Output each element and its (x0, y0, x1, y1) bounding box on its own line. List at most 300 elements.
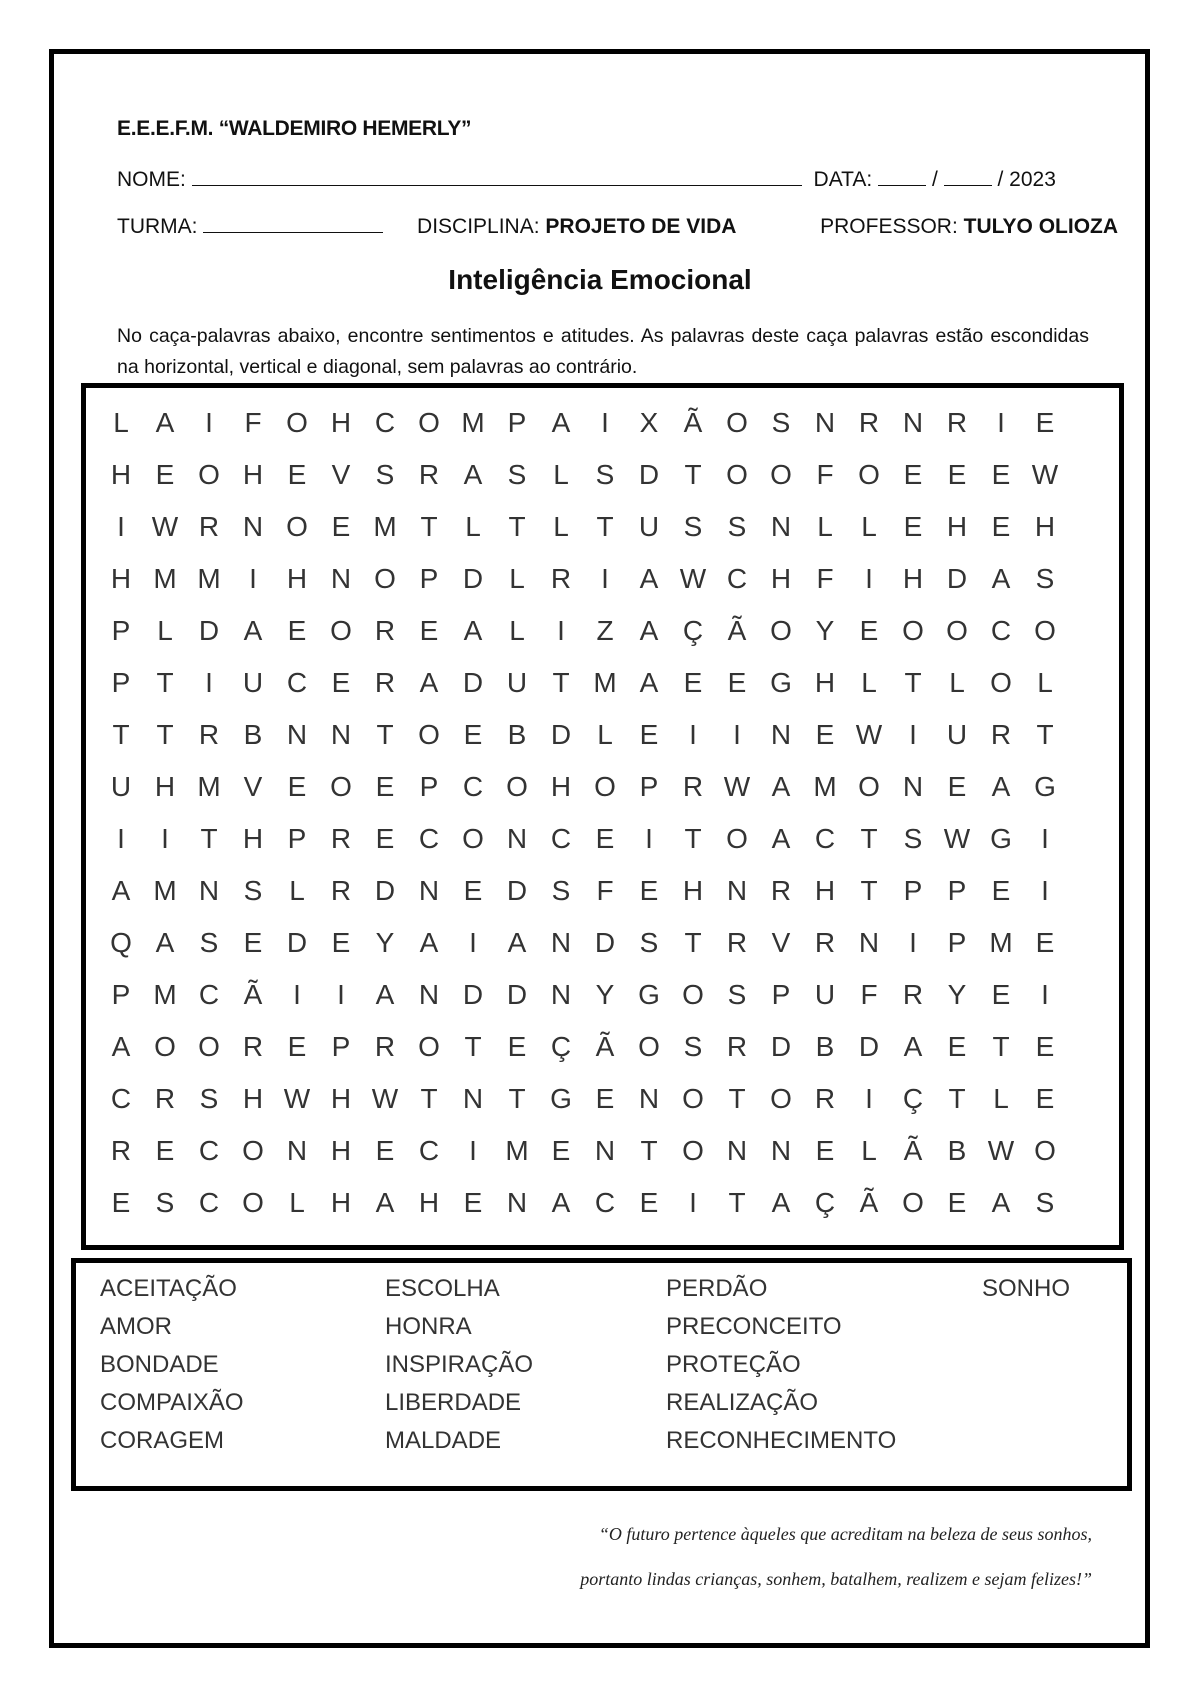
grid-letter[interactable]: H (330, 1083, 352, 1114)
grid-letter[interactable]: R (374, 667, 396, 698)
grid-letter[interactable]: P (903, 875, 923, 906)
grid-letter[interactable]: I (293, 979, 301, 1010)
grid-letter[interactable]: T (684, 823, 702, 854)
grid-letter[interactable]: G (770, 667, 792, 698)
grid-letter[interactable]: N (330, 719, 352, 750)
grid-letter[interactable]: I (337, 979, 345, 1010)
grid-letter[interactable]: N (770, 719, 792, 750)
grid-letter[interactable]: A (991, 771, 1011, 802)
grid-letter[interactable]: Y (815, 615, 835, 646)
grid-letter[interactable]: L (113, 407, 129, 438)
grid-letter[interactable]: E (419, 615, 439, 646)
grid-letter[interactable]: O (594, 771, 616, 802)
grid-letter[interactable]: S (551, 875, 571, 906)
grid-letter[interactable]: E (463, 719, 483, 750)
grid-letter[interactable]: T (860, 875, 878, 906)
grid-letter[interactable]: M (153, 875, 177, 906)
grid-letter[interactable]: M (593, 667, 617, 698)
grid-letter[interactable]: C (594, 1187, 616, 1218)
grid-letter[interactable]: C (990, 615, 1012, 646)
grid-letter[interactable]: D (550, 719, 572, 750)
grid-letter[interactable]: P (947, 875, 967, 906)
grid-letter[interactable]: E (815, 719, 835, 750)
grid-letter[interactable]: O (154, 1031, 176, 1062)
grid-letter[interactable]: O (726, 407, 748, 438)
grid-letter[interactable]: A (639, 563, 659, 594)
grid-letter[interactable]: X (639, 407, 659, 438)
grid-letter[interactable]: I (205, 667, 213, 698)
grid-letter[interactable]: H (242, 459, 264, 490)
grid-letter[interactable]: A (771, 771, 791, 802)
grid-letter[interactable]: Ç (902, 1083, 924, 1114)
grid-letter[interactable]: E (375, 823, 395, 854)
grid-letter[interactable]: P (771, 979, 791, 1010)
grid-letter[interactable]: A (463, 459, 483, 490)
grid-letter[interactable]: W (723, 771, 751, 802)
grid-letter[interactable]: O (770, 1083, 792, 1114)
grid-letter[interactable]: E (947, 1187, 967, 1218)
grid-letter[interactable]: Ç (682, 615, 704, 646)
grid-letter[interactable]: R (770, 875, 792, 906)
grid-letter[interactable]: R (374, 1031, 396, 1062)
grid-letter[interactable]: O (770, 459, 792, 490)
grid-letter[interactable]: U (638, 511, 660, 542)
grid-letter[interactable]: T (112, 719, 130, 750)
grid-letter[interactable]: N (330, 563, 352, 594)
grid-letter[interactable]: I (117, 511, 125, 542)
grid-letter[interactable]: L (509, 615, 525, 646)
grid-letter[interactable]: C (198, 1187, 220, 1218)
grid-letter[interactable]: L (509, 563, 525, 594)
grid-letter[interactable]: E (595, 823, 615, 854)
grid-letter[interactable]: C (418, 823, 440, 854)
grid-letter[interactable]: M (813, 771, 837, 802)
grid-letter[interactable]: R (990, 719, 1012, 750)
grid-letter[interactable]: W (987, 1135, 1015, 1166)
grid-letter[interactable]: I (909, 719, 917, 750)
grid-letter[interactable]: T (860, 823, 878, 854)
grid-letter[interactable]: R (330, 823, 352, 854)
grid-letter[interactable]: O (506, 771, 528, 802)
grid-letter[interactable]: L (289, 875, 305, 906)
grid-letter[interactable]: I (161, 823, 169, 854)
grid-letter[interactable]: O (286, 407, 308, 438)
grid-letter[interactable]: Ã (683, 407, 703, 438)
grid-letter[interactable]: L (289, 1187, 305, 1218)
grid-letter[interactable]: E (639, 875, 659, 906)
grid-letter[interactable]: N (550, 979, 572, 1010)
grid-letter[interactable]: O (770, 615, 792, 646)
grid-letter[interactable]: D (286, 927, 308, 958)
grid-letter[interactable]: I (1041, 979, 1049, 1010)
grid-letter[interactable]: E (991, 511, 1011, 542)
grid-letter[interactable]: L (949, 667, 965, 698)
grid-letter[interactable]: S (243, 875, 263, 906)
grid-letter[interactable]: O (946, 615, 968, 646)
grid-letter[interactable]: E (727, 667, 747, 698)
grid-letter[interactable]: Ã (903, 1135, 923, 1166)
grid-letter[interactable]: E (551, 1135, 571, 1166)
grid-letter[interactable]: E (507, 1031, 527, 1062)
grid-letter[interactable]: R (242, 1031, 264, 1062)
grid-letter[interactable]: H (550, 771, 572, 802)
grid-letter[interactable]: T (640, 1135, 658, 1166)
grid-letter[interactable]: D (946, 563, 968, 594)
grid-letter[interactable]: H (286, 563, 308, 594)
grid-letter[interactable]: O (682, 1135, 704, 1166)
grid-letter[interactable]: N (418, 979, 440, 1010)
grid-letter[interactable]: N (594, 1135, 616, 1166)
grid-letter[interactable]: I (557, 615, 565, 646)
grid-letter[interactable]: H (946, 511, 968, 542)
grid-letter[interactable]: M (373, 511, 397, 542)
grid-letter[interactable]: O (418, 407, 440, 438)
grid-letter[interactable]: R (374, 615, 396, 646)
grid-letter[interactable]: T (904, 667, 922, 698)
grid-letter[interactable]: E (947, 771, 967, 802)
grid-letter[interactable]: H (814, 667, 836, 698)
grid-letter[interactable]: N (814, 407, 836, 438)
grid-letter[interactable]: O (330, 615, 352, 646)
grid-letter[interactable]: E (1035, 927, 1055, 958)
grid-letter[interactable]: F (244, 407, 262, 438)
grid-letter[interactable]: S (375, 459, 395, 490)
grid-letter[interactable]: P (331, 1031, 351, 1062)
grid-letter[interactable]: M (197, 771, 221, 802)
grid-letter[interactable]: M (989, 927, 1013, 958)
grid-letter[interactable]: R (814, 1083, 836, 1114)
grid-letter[interactable]: I (909, 927, 917, 958)
grid-letter[interactable]: S (639, 927, 659, 958)
grid-letter[interactable]: E (1035, 1031, 1055, 1062)
grid-letter[interactable]: P (111, 615, 131, 646)
grid-letter[interactable]: A (771, 1187, 791, 1218)
grid-letter[interactable]: T (464, 1031, 482, 1062)
grid-letter[interactable]: M (505, 1135, 529, 1166)
grid-letter[interactable]: E (155, 1135, 175, 1166)
grid-letter[interactable]: O (418, 1031, 440, 1062)
nome-field[interactable] (192, 167, 802, 186)
grid-letter[interactable]: S (507, 459, 527, 490)
grid-letter[interactable]: S (903, 823, 923, 854)
grid-letter[interactable]: I (469, 1135, 477, 1166)
grid-letter[interactable]: T (1036, 719, 1054, 750)
grid-letter[interactable]: I (601, 407, 609, 438)
grid-letter[interactable]: S (727, 511, 747, 542)
grid-letter[interactable]: E (1035, 407, 1055, 438)
grid-letter[interactable]: T (948, 1083, 966, 1114)
grid-letter[interactable]: V (243, 771, 263, 802)
grid-letter[interactable]: T (728, 1083, 746, 1114)
grid-letter[interactable]: O (858, 771, 880, 802)
grid-letter[interactable]: L (1037, 667, 1053, 698)
grid-letter[interactable]: L (861, 511, 877, 542)
grid-letter[interactable]: I (601, 563, 609, 594)
grid-letter[interactable]: D (374, 875, 396, 906)
grid-letter[interactable]: D (594, 927, 616, 958)
grid-letter[interactable]: E (287, 615, 307, 646)
grid-letter[interactable]: R (198, 511, 220, 542)
grid-letter[interactable]: E (287, 1031, 307, 1062)
grid-letter[interactable]: N (506, 1187, 528, 1218)
grid-letter[interactable]: C (110, 1083, 132, 1114)
grid-letter[interactable]: V (331, 459, 351, 490)
grid-letter[interactable]: O (374, 563, 396, 594)
grid-letter[interactable]: W (371, 1083, 399, 1114)
grid-letter[interactable]: D (638, 459, 660, 490)
grid-letter[interactable]: S (683, 1031, 703, 1062)
grid-letter[interactable]: E (463, 875, 483, 906)
grid-letter[interactable]: O (242, 1135, 264, 1166)
grid-letter[interactable]: A (771, 823, 791, 854)
grid-letter[interactable]: N (286, 719, 308, 750)
grid-letter[interactable]: Ã (243, 979, 263, 1010)
grid-letter[interactable]: O (682, 979, 704, 1010)
grid-letter[interactable]: E (331, 667, 351, 698)
grid-letter[interactable]: E (243, 927, 263, 958)
grid-letter[interactable]: A (639, 667, 659, 698)
grid-letter[interactable]: C (726, 563, 748, 594)
grid-letter[interactable]: E (947, 1031, 967, 1062)
grid-letter[interactable]: S (199, 1083, 219, 1114)
grid-letter[interactable]: D (462, 563, 484, 594)
grid-letter[interactable]: L (861, 667, 877, 698)
grid-letter[interactable]: Ã (727, 615, 747, 646)
grid-letter[interactable]: I (117, 823, 125, 854)
grid-letter[interactable]: N (770, 1135, 792, 1166)
grid-letter[interactable]: O (462, 823, 484, 854)
grid-letter[interactable]: N (418, 875, 440, 906)
grid-letter[interactable]: A (991, 1187, 1011, 1218)
grid-letter[interactable]: T (728, 1187, 746, 1218)
turma-field[interactable] (203, 214, 383, 233)
grid-letter[interactable]: S (595, 459, 615, 490)
grid-letter[interactable]: T (156, 719, 174, 750)
grid-letter[interactable]: A (155, 407, 175, 438)
grid-letter[interactable]: N (198, 875, 220, 906)
grid-letter[interactable]: I (689, 719, 697, 750)
grid-letter[interactable]: N (638, 1083, 660, 1114)
grid-letter[interactable]: E (331, 927, 351, 958)
grid-letter[interactable]: E (815, 1135, 835, 1166)
grid-letter[interactable]: I (1041, 875, 1049, 906)
grid-letter[interactable]: S (1035, 1187, 1055, 1218)
grid-letter[interactable]: T (420, 511, 438, 542)
grid-letter[interactable]: U (242, 667, 264, 698)
grid-letter[interactable]: I (865, 1083, 873, 1114)
grid-letter[interactable]: N (726, 875, 748, 906)
grid-letter[interactable]: D (462, 979, 484, 1010)
grid-letter[interactable]: H (330, 1187, 352, 1218)
grid-letter[interactable]: R (858, 407, 880, 438)
grid-letter[interactable]: D (198, 615, 220, 646)
grid-letter[interactable]: F (816, 563, 834, 594)
grid-letter[interactable]: W (151, 511, 179, 542)
grid-letter[interactable]: E (155, 459, 175, 490)
grid-letter[interactable]: H (110, 563, 132, 594)
grid-letter[interactable]: Ã (859, 1187, 879, 1218)
grid-letter[interactable]: C (814, 823, 836, 854)
grid-letter[interactable]: C (418, 1135, 440, 1166)
grid-letter[interactable]: O (902, 1187, 924, 1218)
grid-letter[interactable]: H (330, 1135, 352, 1166)
grid-letter[interactable]: S (683, 511, 703, 542)
grid-letter[interactable]: D (770, 1031, 792, 1062)
grid-letter[interactable]: S (155, 1187, 175, 1218)
grid-letter[interactable]: H (682, 875, 704, 906)
grid-letter[interactable]: H (770, 563, 792, 594)
grid-letter[interactable]: R (110, 1135, 132, 1166)
grid-letter[interactable]: E (463, 1187, 483, 1218)
grid-letter[interactable]: M (461, 407, 485, 438)
grid-letter[interactable]: O (1034, 615, 1056, 646)
grid-letter[interactable]: T (992, 1031, 1010, 1062)
grid-letter[interactable]: A (639, 615, 659, 646)
grid-letter[interactable]: D (506, 875, 528, 906)
grid-letter[interactable]: Y (375, 927, 395, 958)
grid-letter[interactable]: Ç (550, 1031, 572, 1062)
grid-letter[interactable]: C (286, 667, 308, 698)
grid-letter[interactable]: Ç (814, 1187, 836, 1218)
grid-letter[interactable]: I (205, 407, 213, 438)
grid-letter[interactable]: B (947, 1135, 967, 1166)
grid-letter[interactable]: A (903, 1031, 923, 1062)
grid-letter[interactable]: I (689, 1187, 697, 1218)
grid-letter[interactable]: L (553, 459, 569, 490)
grid-letter[interactable]: H (418, 1187, 440, 1218)
grid-letter[interactable]: A (991, 563, 1011, 594)
grid-letter[interactable]: A (111, 1031, 131, 1062)
grid-letter[interactable]: E (111, 1187, 131, 1218)
grid-letter[interactable]: L (597, 719, 613, 750)
grid-letter[interactable]: P (111, 667, 131, 698)
grid-letter[interactable]: I (997, 407, 1005, 438)
grid-letter[interactable]: H (154, 771, 176, 802)
grid-letter[interactable]: P (507, 407, 527, 438)
grid-letter[interactable]: Y (595, 979, 615, 1010)
grid-letter[interactable]: U (506, 667, 528, 698)
grid-letter[interactable]: E (991, 875, 1011, 906)
grid-letter[interactable]: O (1034, 1135, 1056, 1166)
grid-letter[interactable]: P (639, 771, 659, 802)
grid-letter[interactable]: E (375, 1135, 395, 1166)
grid-letter[interactable]: O (198, 1031, 220, 1062)
date-month-field[interactable] (944, 167, 992, 186)
grid-letter[interactable]: D (858, 1031, 880, 1062)
grid-letter[interactable]: W (283, 1083, 311, 1114)
grid-letter[interactable]: P (111, 979, 131, 1010)
grid-letter[interactable]: M (153, 563, 177, 594)
grid-letter[interactable]: T (508, 1083, 526, 1114)
grid-letter[interactable]: D (506, 979, 528, 1010)
grid-letter[interactable]: E (991, 459, 1011, 490)
grid-letter[interactable]: V (771, 927, 791, 958)
grid-letter[interactable]: S (199, 927, 219, 958)
grid-letter[interactable]: R (330, 875, 352, 906)
grid-letter[interactable]: W (943, 823, 971, 854)
grid-letter[interactable]: I (469, 927, 477, 958)
grid-letter[interactable]: W (855, 719, 883, 750)
grid-letter[interactable]: H (902, 563, 924, 594)
grid-letter[interactable]: P (419, 771, 439, 802)
grid-letter[interactable]: U (814, 979, 836, 1010)
grid-letter[interactable]: E (595, 1083, 615, 1114)
grid-letter[interactable]: O (198, 459, 220, 490)
grid-letter[interactable]: O (418, 719, 440, 750)
grid-letter[interactable]: N (726, 1135, 748, 1166)
grid-letter[interactable]: E (639, 719, 659, 750)
grid-letter[interactable]: L (465, 511, 481, 542)
grid-letter[interactable]: C (550, 823, 572, 854)
grid-letter[interactable]: B (507, 719, 527, 750)
grid-letter[interactable]: N (550, 927, 572, 958)
grid-letter[interactable]: A (507, 927, 527, 958)
grid-letter[interactable]: T (552, 667, 570, 698)
grid-letter[interactable]: R (946, 407, 968, 438)
grid-letter[interactable]: O (330, 771, 352, 802)
grid-letter[interactable]: E (639, 1187, 659, 1218)
grid-letter[interactable]: F (816, 459, 834, 490)
grid-letter[interactable]: Q (110, 927, 132, 958)
grid-letter[interactable]: U (946, 719, 968, 750)
grid-letter[interactable]: M (197, 563, 221, 594)
grid-letter[interactable]: H (814, 875, 836, 906)
grid-letter[interactable]: C (462, 771, 484, 802)
grid-letter[interactable]: T (596, 511, 614, 542)
grid-letter[interactable]: T (684, 459, 702, 490)
grid-letter[interactable]: O (638, 1031, 660, 1062)
grid-letter[interactable]: N (462, 1083, 484, 1114)
grid-letter[interactable]: F (596, 875, 614, 906)
grid-letter[interactable]: L (993, 1083, 1009, 1114)
grid-letter[interactable]: W (1031, 459, 1059, 490)
grid-letter[interactable]: R (198, 719, 220, 750)
grid-letter[interactable]: H (110, 459, 132, 490)
grid-letter[interactable]: T (420, 1083, 438, 1114)
grid-letter[interactable]: H (330, 407, 352, 438)
grid-letter[interactable]: Z (596, 615, 614, 646)
grid-letter[interactable]: N (858, 927, 880, 958)
grid-letter[interactable]: H (242, 1083, 264, 1114)
grid-letter[interactable]: G (1034, 771, 1056, 802)
grid-letter[interactable]: O (858, 459, 880, 490)
grid-letter[interactable]: H (242, 823, 264, 854)
grid-letter[interactable]: F (860, 979, 878, 1010)
grid-letter[interactable]: H (1034, 511, 1056, 542)
grid-letter[interactable]: M (153, 979, 177, 1010)
grid-letter[interactable]: I (645, 823, 653, 854)
grid-letter[interactable]: L (817, 511, 833, 542)
grid-letter[interactable]: O (902, 615, 924, 646)
grid-letter[interactable]: A (111, 875, 131, 906)
grid-letter[interactable]: R (726, 927, 748, 958)
grid-letter[interactable]: P (419, 563, 439, 594)
grid-letter[interactable]: R (550, 563, 572, 594)
grid-letter[interactable]: N (286, 1135, 308, 1166)
grid-letter[interactable]: A (155, 927, 175, 958)
grid-letter[interactable]: E (683, 667, 703, 698)
grid-letter[interactable]: G (638, 979, 660, 1010)
grid-letter[interactable]: I (865, 563, 873, 594)
grid-letter[interactable]: E (947, 459, 967, 490)
grid-letter[interactable]: P (947, 927, 967, 958)
date-day-field[interactable] (878, 167, 926, 186)
grid-letter[interactable]: E (331, 511, 351, 542)
grid-letter[interactable]: R (682, 771, 704, 802)
grid-letter[interactable]: O (682, 1083, 704, 1114)
grid-letter[interactable]: R (902, 979, 924, 1010)
grid-letter[interactable]: E (375, 771, 395, 802)
